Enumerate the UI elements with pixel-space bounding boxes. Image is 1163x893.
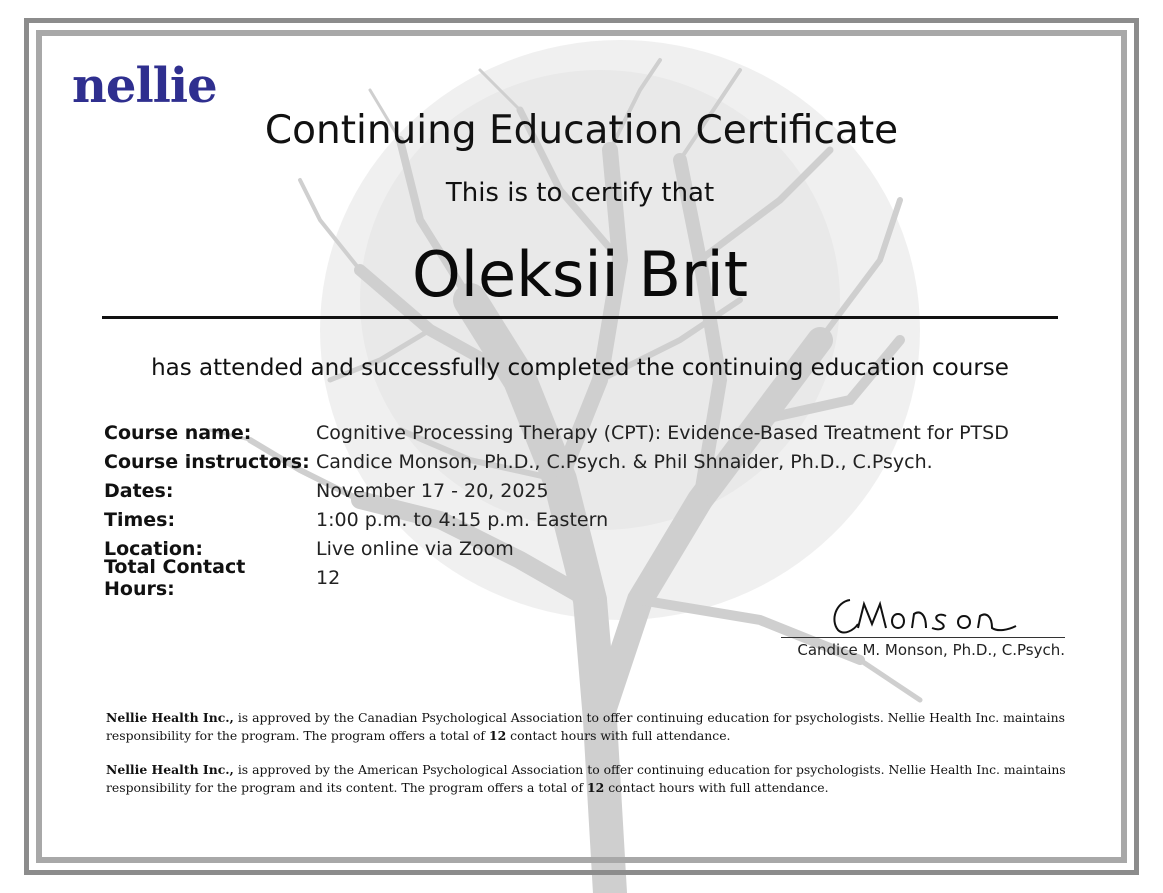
accreditation-note-apa (106, 761, 1066, 797)
detail-row-times (104, 505, 1009, 534)
detail-value: Candice Monson, Ph.D., C.Psych. & Phil Shnaider, Ph.D., C.Psych. (316, 450, 933, 473)
certify-line: This is to certify that (445, 178, 715, 208)
detail-label: Dates: (104, 479, 174, 502)
detail-value: November 17 - 20, 2025 (316, 479, 549, 502)
nellie-logo: nellie (72, 58, 217, 114)
detail-row-course-name (104, 418, 1009, 447)
attended-line: has attended and successfully completed the continuing education course (151, 355, 1009, 381)
detail-label: Total Contact Hours: (104, 555, 246, 600)
note-hours: 12 (488, 728, 507, 743)
detail-value: Cognitive Processing Therapy (CPT): Evidence-Based Treatment for PTSD (316, 421, 1009, 444)
handwritten-signature (828, 590, 1018, 636)
detail-value: Live online via Zoom (316, 537, 514, 560)
detail-label: Course instructors: (104, 450, 310, 473)
signature-line (781, 637, 1065, 638)
name-underline (102, 316, 1058, 319)
note-text: is approved by the American Psychological Association to offer continuing education for psychologists. Nellie Health Inc. maintains responsibility for the program and its content. The program offers a total of (106, 762, 1066, 795)
note-text: contact hours with full attendance. (604, 780, 829, 795)
signer-name: Candice M. Monson, Ph.D., C.Psych. (797, 641, 1065, 659)
detail-row-dates (104, 476, 1009, 505)
note-hours: 12 (587, 780, 605, 795)
detail-value: 1:00 p.m. to 4:15 p.m. Eastern (316, 508, 609, 531)
detail-value: 12 (316, 566, 341, 589)
note-text: is approved by the Canadian Psychological Association to offer continuing education for psychologists. Nellie Health Inc. maintains responsibility for the program. The program offers a total of (106, 710, 1065, 743)
certificate-title: Continuing Education Certificate (264, 108, 899, 153)
recipient-name: Oleksii Brit (411, 238, 749, 311)
detail-label: Course name: (104, 421, 252, 444)
detail-label: Location: (104, 537, 204, 560)
detail-label: Times: (104, 508, 176, 531)
note-text: contact hours with full attendance. (506, 728, 731, 743)
course-details (104, 418, 1009, 600)
accreditation-note-cpa (106, 709, 1066, 745)
detail-row-contact-hours (104, 555, 1009, 600)
detail-row-instructors (104, 447, 1009, 476)
note-org: Nellie Health Inc., (106, 762, 234, 777)
note-org: Nellie Health Inc., (106, 710, 234, 725)
